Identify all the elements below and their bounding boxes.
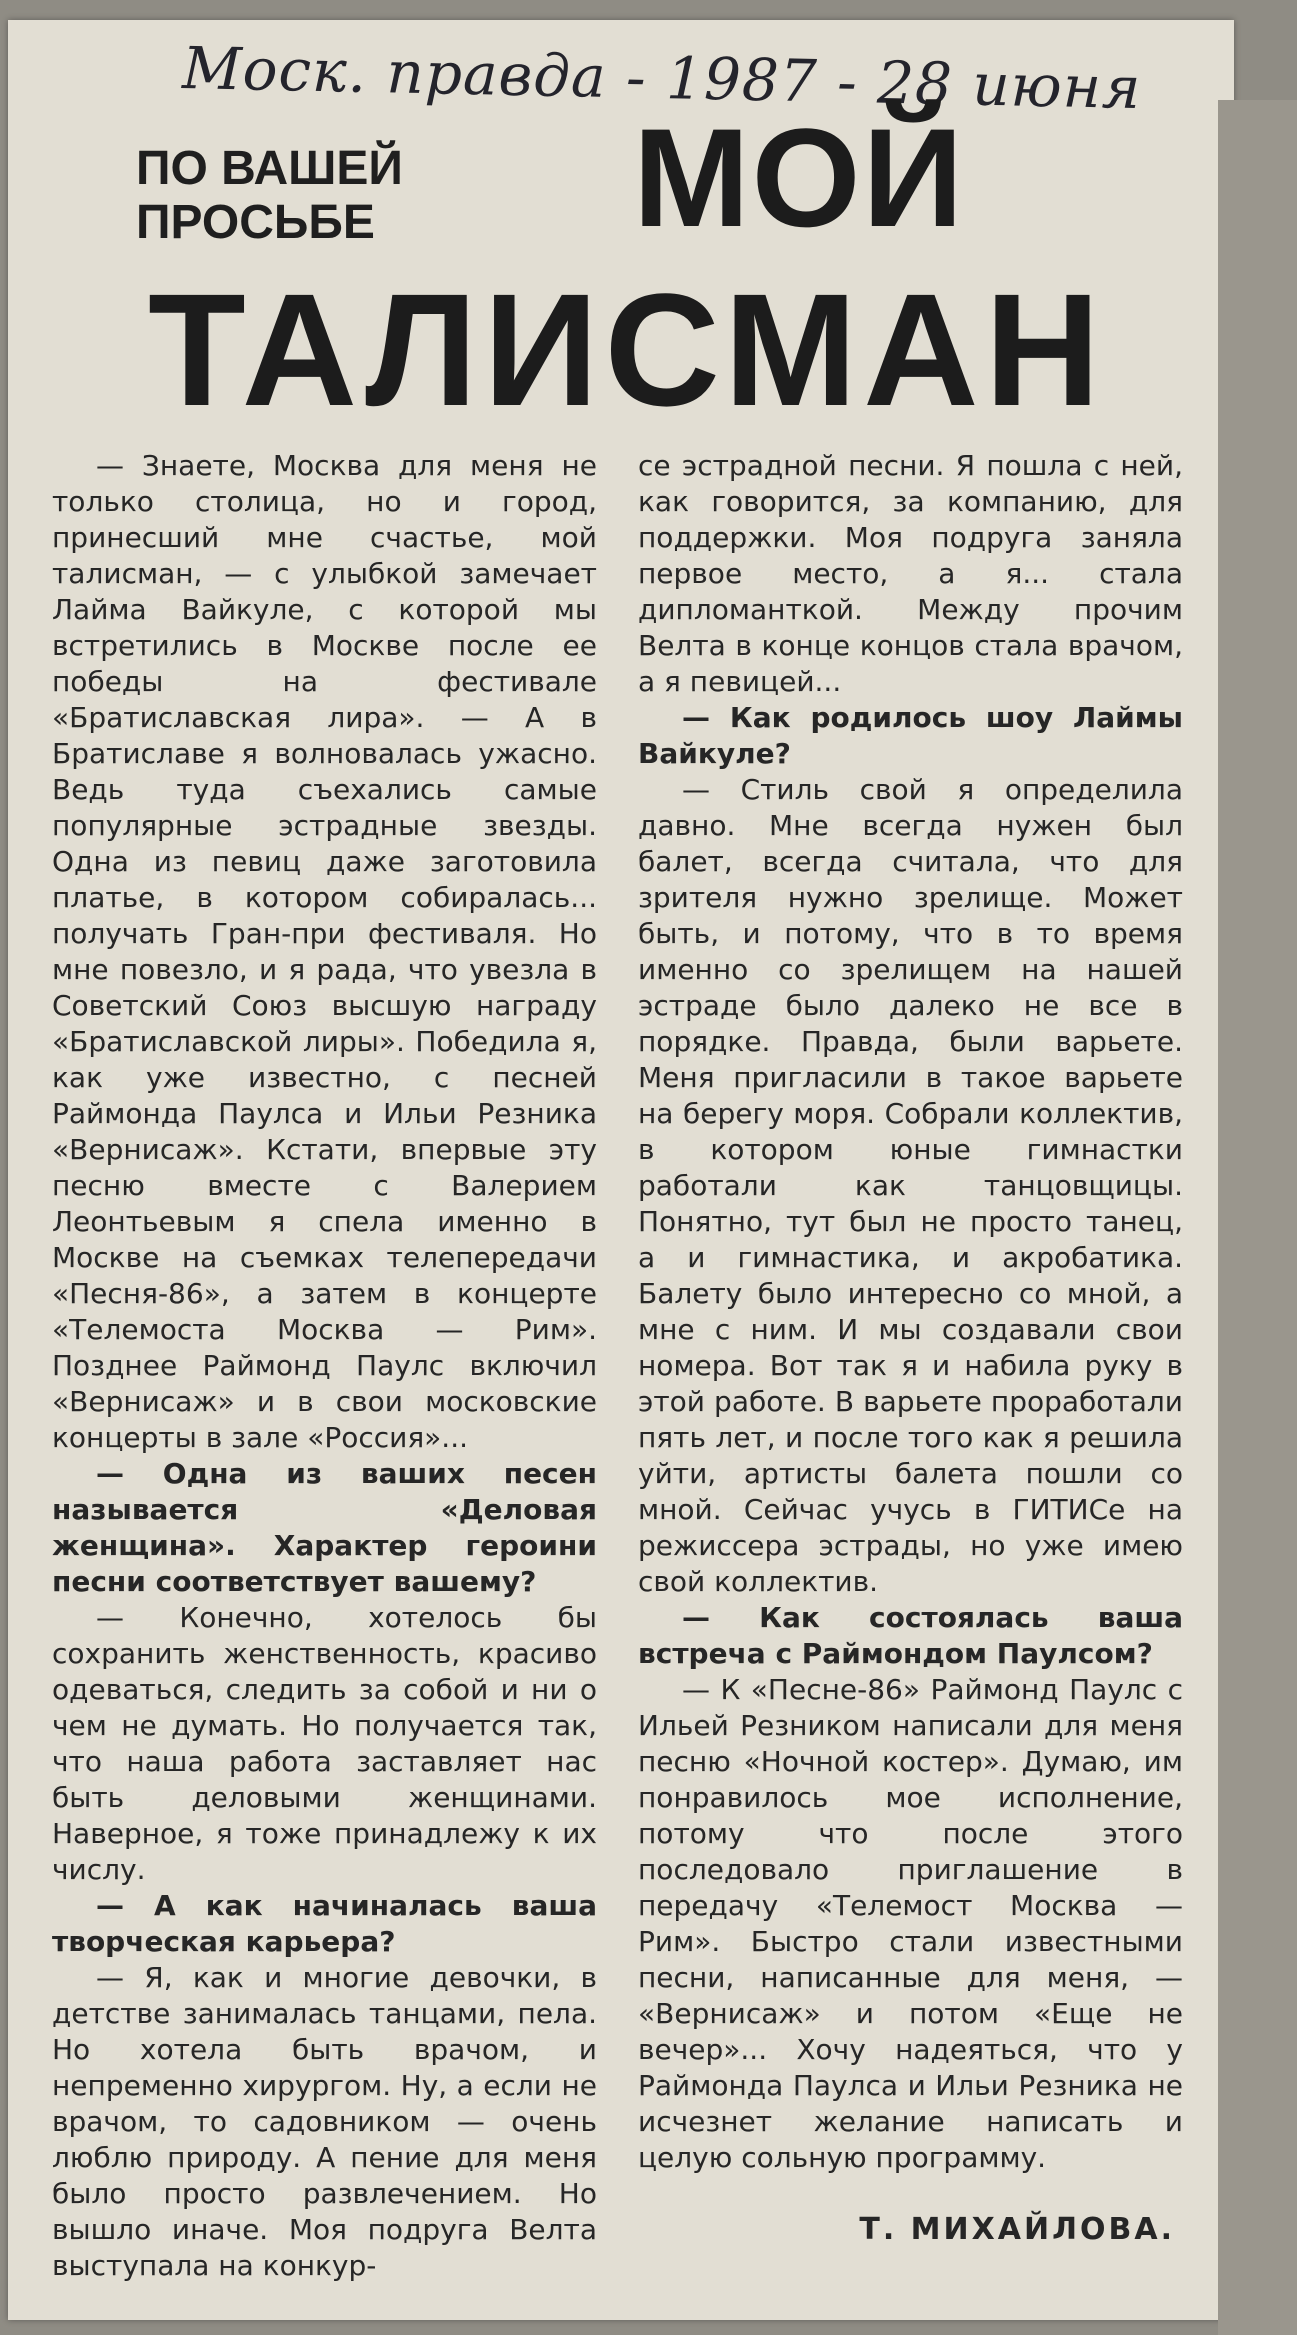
- article-title-line-2: ТАЛИСМАН: [148, 260, 1107, 439]
- article-column-right: [638, 448, 1183, 2248]
- interview-question: — Одна из ваших песен называется «Деловая женщина». Характер героини песни соответствует вашему?: [52, 1457, 597, 1598]
- interview-question: — Как родилось шоу Лаймы Вайкуле?: [638, 701, 1183, 770]
- interview-question: — А как начиналась ваша творческая карьера?: [52, 1889, 597, 1958]
- paragraph: се эстрадной песни. Я пошла с ней, как говорится, за компанию, для поддержки. Моя подруга заняла первое место, а я... стала дипломанткой. Между прочим Велта в конце концов стала врачом, а я певицей...: [638, 449, 1183, 698]
- paragraph: — Я, как и многие девочки, в детстве занималась танцами, пела. Но хотела быть врачом, и непременно хирургом. Ну, а если не врачом, то садовником — очень люблю природу. А пение для меня было просто развлечением. Но вышло иначе. Моя подруга Велта выступала на конкур-: [52, 1961, 597, 2282]
- paragraph: — Конечно, хотелось бы сохранить женственность, красиво одеваться, следить за собой и ни о чем не думать. Но получается так, что наша работа заставляет нас быть деловыми женщинами. Наверное, я тоже принадлежу к их числу.: [52, 1601, 597, 1886]
- paragraph: — Стиль свой я определила давно. Мне всегда нужен был балет, всегда считала, что для зрителя нужно зрелище. Может быть, и потому, что в то время именно со зрелищем на нашей эстраде было далеко не все в порядке. Правда, были варьете. Меня пригласили в такое варьете на берегу моря. Собрали коллектив, в котором юные гимнастки работали как танцовщицы. Понятно, тут был не просто танец, а и гимнастика, и акробатика. Балету было интересно со мной, а мне с ним. И мы создавали свои номера. Вот так я и набила руку в этой работе. В варьете проработали пять лет, и после того как я решила уйти, артисты балета пошли со мной. Сейчас учусь в ГИТИСе на режиссера эстрады, но уже имею свой коллектив.: [638, 773, 1183, 1598]
- newspaper-clipping: [8, 20, 1234, 2320]
- author-signature: Т. МИХАЙЛОВА.: [859, 2212, 1175, 2247]
- paragraph: — Знаете, Москва для меня не только столица, но и город, принесший мне счастье, мой талисман, — с улыбкой замечает Лайма Вайкуле, с которой мы встретились в Москве после ее победы на фестивале «Братиславская лира». — А в Братиславе я волновалась ужасно. Ведь туда съехались самые популярные эстрадные звезды. Одна из певиц даже заготовила платье, в котором собиралась... получать Гран-при фестиваля. Но мне повезло, и я рада, что увезла в Советский Союз высшую награду «Братиславской лиры». Победила я, как уже известно, с песней Раймонда Паулса и Ильи Резника «Вернисаж». Кстати, впервые эту песню вместе с Валерием Леонтьевым я спела именно в Москве на съемках телепередачи «Песня-86», а затем в концерте «Телемоста Москва — Рим». Позднее Раймонд Паулс включил «Вернисаж» и в свои московские концерты в зале «Россия»...: [52, 449, 597, 1454]
- article-column-left: [52, 448, 597, 2284]
- paragraph: — К «Песне-86» Раймонд Паулс с Ильей Резником написали для меня песню «Ночной костер». Думаю, им понравилось мое исполнение, потому что после этого последовало приглашение в передачу «Телемост Москва — Рим». Быстро стали известными песни, написанные для меня, — «Вернисаж» и потом «Еще не вечер»... Хочу надеяться, что у Раймонда Паулса и Ильи Резника не исчезнет желание написать и целую сольную программу.: [638, 1673, 1183, 2174]
- background-edge: [1218, 100, 1297, 2335]
- handwritten-note: Моск. правда - 1987 - 28 июня: [181, 34, 1143, 123]
- interview-question: — Как состоялась ваша встреча с Раймондом Паулсом?: [638, 1601, 1183, 1670]
- article-title-line-1: МОЙ: [633, 99, 966, 256]
- rubric-heading: ПО ВАШЕЙ ПРОСЬБЕ: [136, 142, 403, 249]
